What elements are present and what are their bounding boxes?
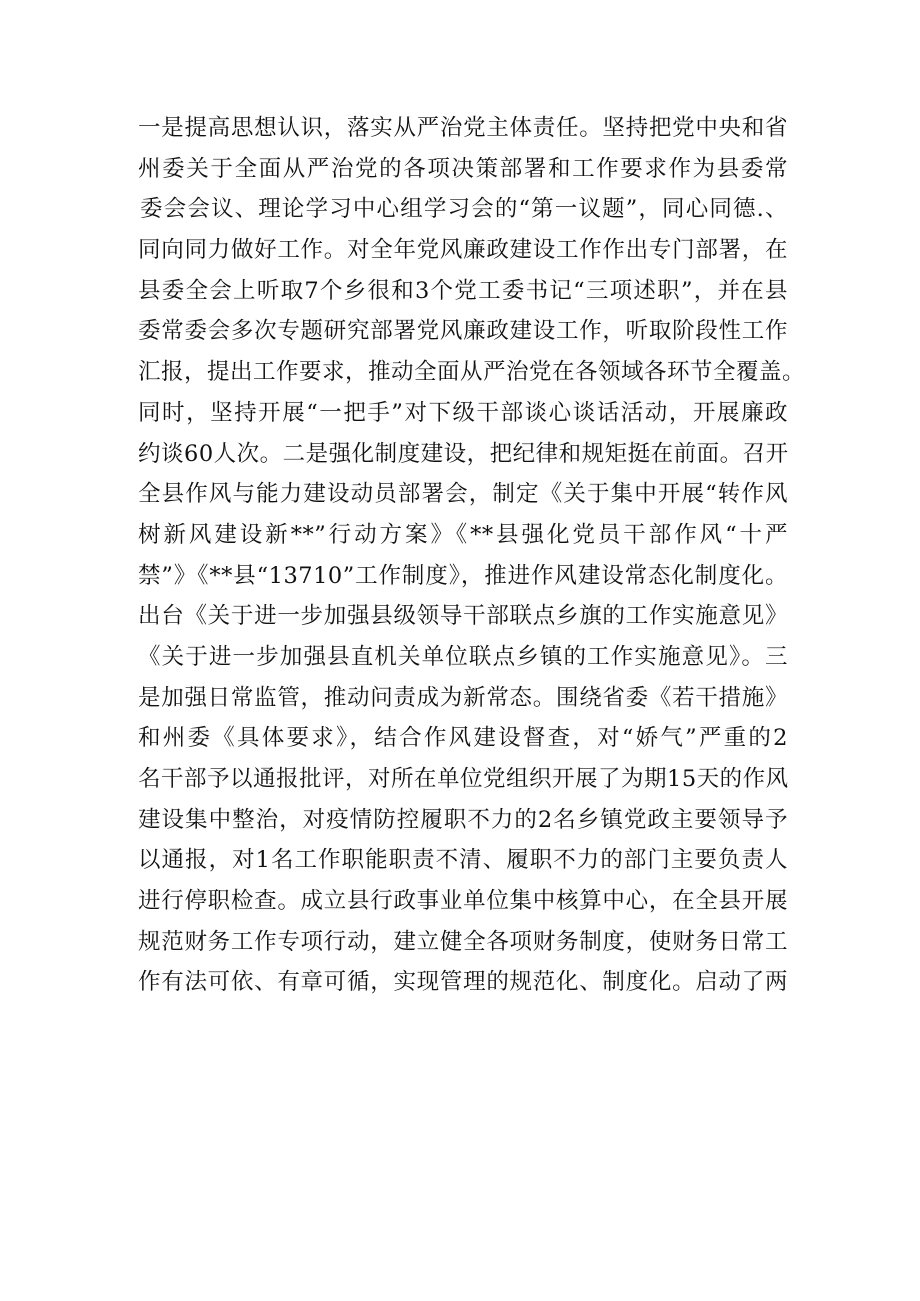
text-line-3: 委会会议、理论学习中心组学习会的“第一议题”，同心同德.、 [140,196,788,223]
text-line-7: 汇报，提出工作要求，推动全面从严治党在各领域各环节全覆盖。 [138,359,806,386]
text-line-6: 委常委会多次专题研究部署党风廉政建设工作，听取阶段性工作 [138,318,788,345]
text-line-15: 是加强日常监管，推动问责成为新常态。围绕省委《若干措施》 [138,684,788,711]
text-line-13: 出台《关于进一步加强县级领导干部联点乡旗的工作实施意见》 [138,603,788,630]
text-line-17: 名干部予以通报批评，对所在单位党组织开展了为期15天的作风 [138,766,789,792]
text-line-20: 进行停职检查。成立县行政事业单位集中核算中心，在全县开展 [138,888,788,915]
text-line-1: 一是提高思想认识，落实从严治党主体责任。坚持把党中央和省 [138,115,788,141]
text-line-19: 以通报，对1名工作职能职责不清、履职不力的部门主要负责人 [138,847,788,874]
text-line-4: 同向同力做好工作。对全年党风廉政建设工作作出专门部署，在 [138,237,788,264]
text-line-5: 县委全会上听取7个乡很和3个党工委书记“三项述职”，并在县 [138,277,788,304]
text-line-18: 建设集中整治，对疫情防控履职不力的2名乡镇党政主要领导予 [138,806,788,833]
text-line-21: 规范财务工作专项行动，建立健全各项财务制度，使财务日常工 [138,928,788,955]
text-line-2: 州委关于全面从严治党的各项决策部署和工作要求作为县委常 [138,155,788,182]
text-line-16: 和州委《具体要求》，结合作风建设督查，对“娇气”严重的2 [138,725,788,752]
text-line-22: 作有法可依、有章可循，实现管理的规范化、制度化。启动了两 [138,969,788,996]
text-line-8: 同时，坚持开展“一把手”对下级干部谈心谈话活动，开展廉政 [138,399,788,426]
text-line-14: 《关于进一步加强县直机关单位联点乡镇的工作实施意见》。三 [138,643,788,670]
text-line-10: 全县作风与能力建设动员部署会，制定《关于集中开展“转作风 [138,481,788,508]
body-paragraph [138,108,806,1003]
text-line-11: 树新风建设新**”行动方案》《**县强化党员干部作风“十严 [138,521,788,548]
text-line-12: 禁”》《**县“13710”工作制度》，推进作风建设常态化制度化。 [138,562,788,589]
text-line-9: 约谈60人次。二是强化制度建设，把纪律和规矩挺在前面。召开 [138,440,789,467]
